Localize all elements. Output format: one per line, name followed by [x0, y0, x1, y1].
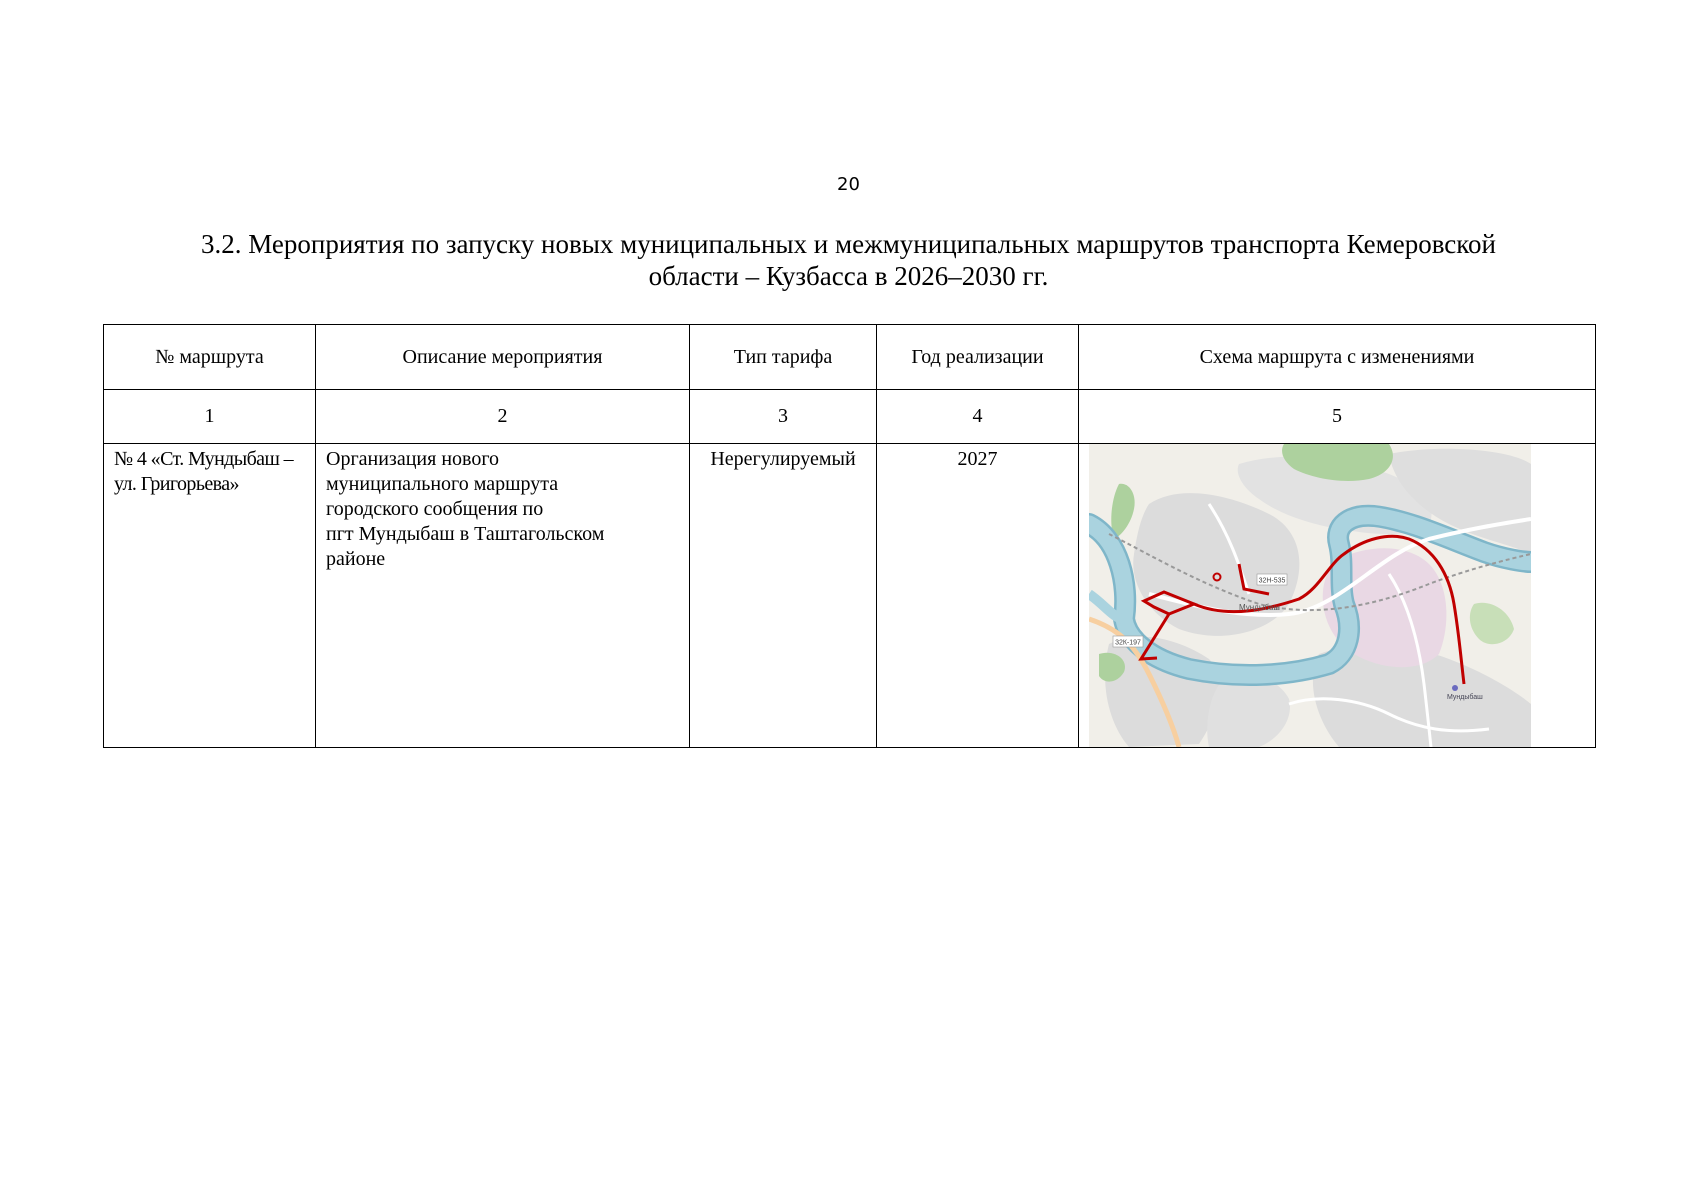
- section-title-line-1: 3.2. Мероприятия по запуску новых муниципальных и межмуниципальных маршрутов транспорта Кемеровской: [201, 229, 1496, 259]
- description-line: городского сообщения по: [326, 498, 544, 520]
- year-cell: [877, 444, 1079, 748]
- route-number-line: № 4 «Ст. Мундыбаш –: [114, 448, 294, 470]
- column-number: 1: [104, 390, 316, 444]
- column-number: 5: [1079, 390, 1596, 444]
- map-station-label: Мундыбаш: [1447, 694, 1483, 701]
- section-title-line-2: области – Кузбасса в 2026–2030 гг.: [648, 261, 1049, 291]
- year-value: 2027: [957, 448, 998, 470]
- header-description: Описание мероприятия: [316, 325, 690, 390]
- column-number: 4: [877, 390, 1079, 444]
- description-line: Организация нового: [326, 448, 500, 470]
- table-header-row: [104, 325, 1596, 390]
- map-town-label: Мундыбаш: [1239, 603, 1280, 612]
- header-route-scheme: Схема маршрута с изменениями: [1079, 325, 1596, 390]
- column-number: 3: [690, 390, 877, 444]
- table-row: [104, 444, 1596, 748]
- header-tariff-type: Тип тарифа: [690, 325, 877, 390]
- tariff-value: Нерегулируемый: [710, 448, 856, 470]
- description-line: пгт Мундыбаш в Таштагольском: [326, 523, 605, 545]
- route-number-cell: [104, 444, 316, 748]
- routes-table: [103, 324, 1596, 748]
- header-year: Год реализации: [877, 325, 1079, 390]
- route-number-line: ул. Григорьева»: [114, 473, 239, 495]
- header-route-number: № маршрута: [104, 325, 316, 390]
- column-number-row: [104, 390, 1596, 444]
- tariff-cell: [690, 444, 877, 748]
- column-number: 2: [316, 390, 690, 444]
- map-station-icon: [1452, 685, 1458, 691]
- page-number: 20: [837, 174, 860, 195]
- route-map-cell: [1079, 444, 1596, 748]
- description-cell: [316, 444, 690, 748]
- section-title: [150, 228, 1547, 292]
- route-map: [1089, 444, 1531, 747]
- map-road-shield-label: 32Н-535: [1258, 577, 1286, 585]
- description-line: районе: [326, 548, 386, 570]
- map-road-shield-label: 32К-197: [1115, 639, 1141, 647]
- description-line: муниципального маршрута: [326, 473, 559, 495]
